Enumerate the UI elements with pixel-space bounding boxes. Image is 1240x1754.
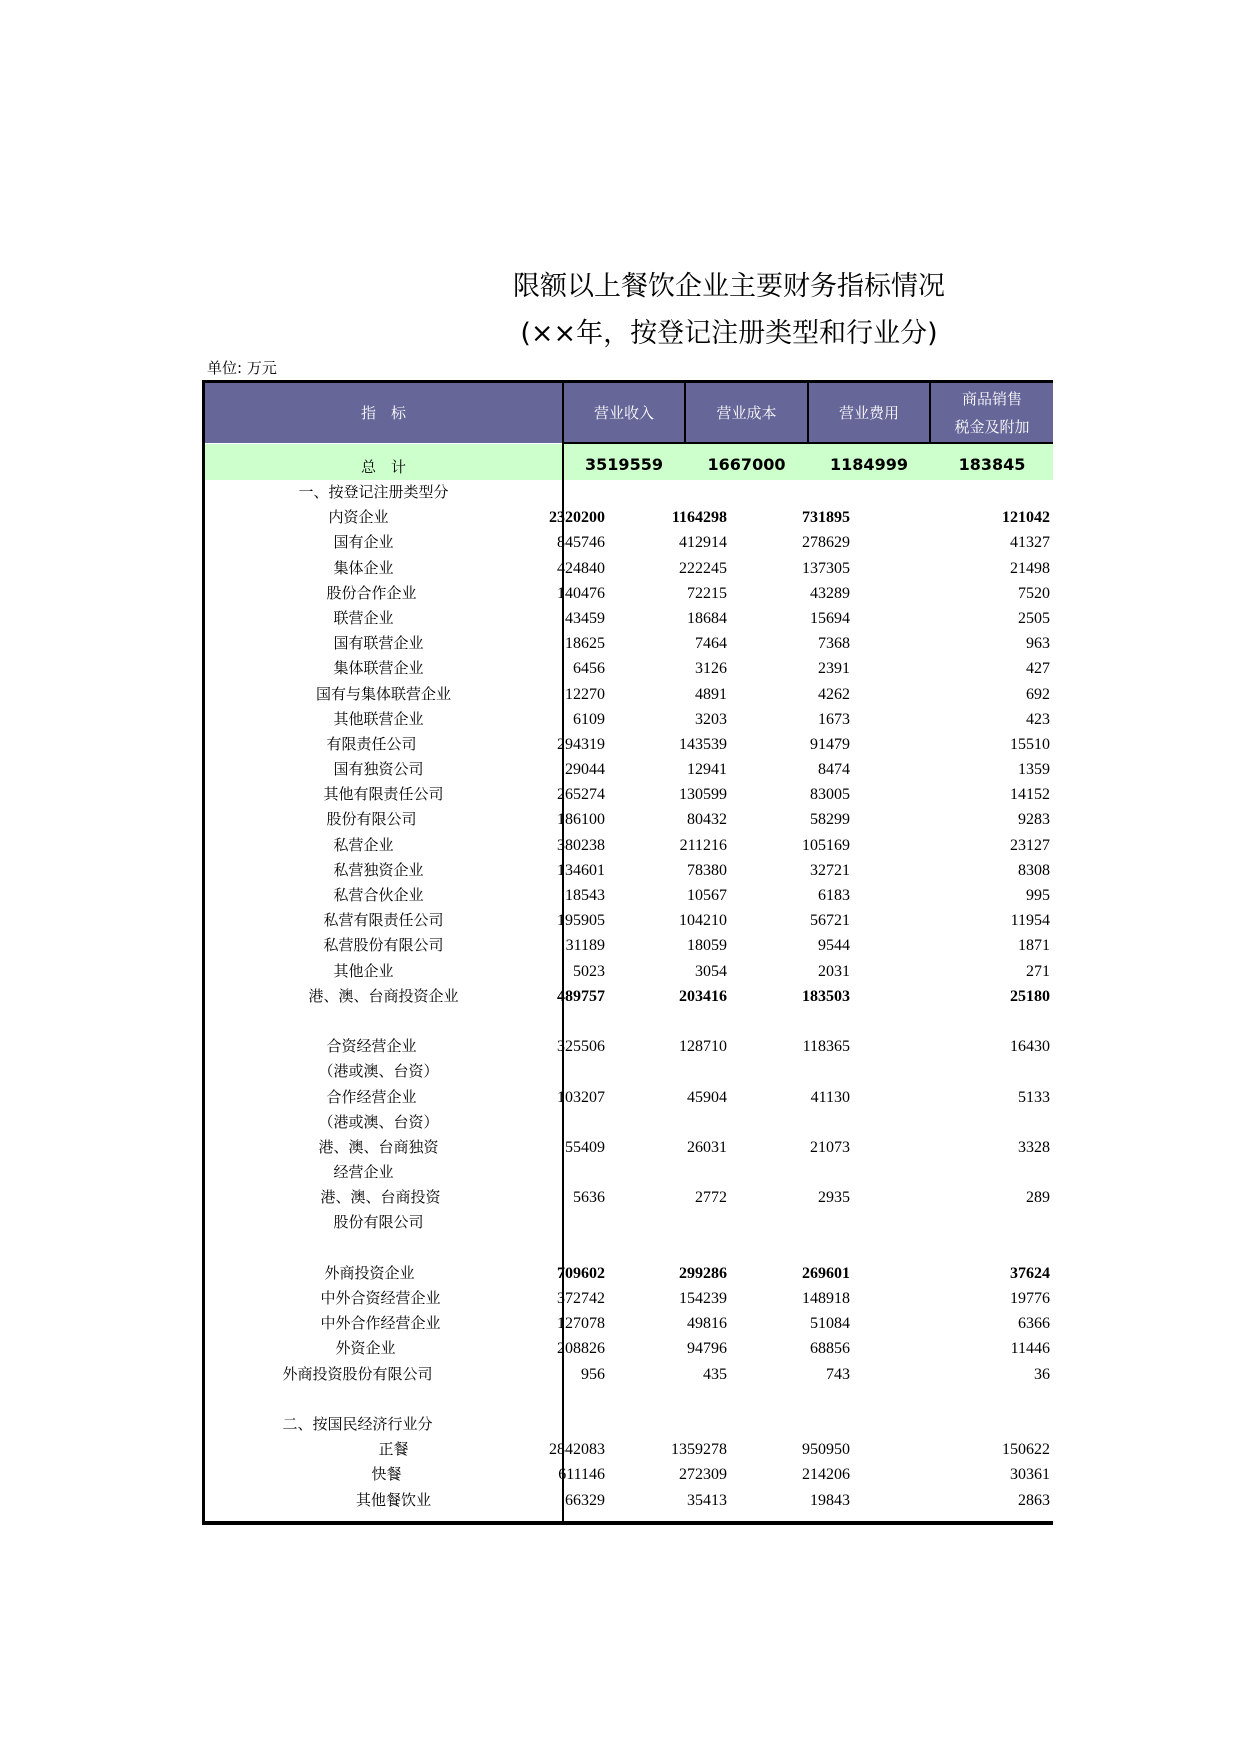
cell-cost: 272309 <box>679 1466 727 1484</box>
cell-sales-tax: 36 <box>1034 1365 1050 1383</box>
cell-cost: 435 <box>703 1365 727 1383</box>
cell-expense: 58299 <box>810 811 850 829</box>
table-row <box>205 1009 1053 1034</box>
cell-revenue: 5636 <box>573 1189 605 1207</box>
row-label: 中外合资经营企业 <box>320 1289 441 1307</box>
cell-revenue: 18543 <box>565 887 605 904</box>
cell-revenue: 186100 <box>557 811 605 829</box>
cell-revenue: 12270 <box>565 685 605 703</box>
cell-expense: 269601 <box>802 1264 850 1282</box>
row-label: 其他有限责任公司 <box>323 785 444 804</box>
cell-cost: 222245 <box>679 559 727 577</box>
table-row <box>205 1437 1053 1462</box>
table-header <box>205 383 1053 443</box>
row-label: 国有与集体联营企业 <box>315 684 451 703</box>
table-row <box>205 1085 1053 1110</box>
table-row <box>205 1412 1053 1437</box>
row-label: 股份合作企业 <box>326 583 417 602</box>
cell-expense: 51084 <box>810 1315 850 1333</box>
cell-revenue: 195905 <box>557 912 605 930</box>
cell-revenue: 294319 <box>557 735 605 753</box>
cell-revenue: 29044 <box>565 761 605 779</box>
cell-expense: 118365 <box>802 1038 850 1056</box>
row-label: （港或澳、台资） <box>318 1112 439 1131</box>
row-label: （港或澳、台资） <box>318 1062 439 1081</box>
total-row <box>205 444 1053 480</box>
cell-revenue: 2320200 <box>549 509 605 527</box>
cell-cost: 49816 <box>687 1315 727 1333</box>
table-row <box>205 581 1053 606</box>
cell-revenue: 709602 <box>557 1264 605 1282</box>
row-label: 联营企业 <box>333 608 394 627</box>
page-subtitle: (××年，按登记注册类型和行业分) <box>520 318 938 349</box>
cell-expense: 2935 <box>818 1189 850 1207</box>
cell-sales-tax: 21498 <box>1010 559 1050 577</box>
table-row <box>205 757 1053 782</box>
cell-cost: 130599 <box>679 786 727 804</box>
cell-cost: 80432 <box>687 811 727 829</box>
cell-sales-tax: 5133 <box>1018 1088 1050 1106</box>
table-row <box>205 707 1053 732</box>
header-expense: 营业费用 <box>838 404 899 422</box>
row-label: 外商投资企业 <box>324 1263 415 1282</box>
row-label: 有限责任公司 <box>326 734 417 753</box>
cell-sales-tax: 14152 <box>1010 786 1050 804</box>
cell-sales-tax: 30361 <box>1010 1466 1050 1484</box>
cell-cost: 4891 <box>695 685 727 703</box>
cell-sales-tax: 271 <box>1026 962 1050 980</box>
row-label: 国有企业 <box>333 533 394 552</box>
cell-cost: 299286 <box>679 1264 727 1282</box>
cell-revenue: 66329 <box>565 1491 605 1509</box>
row-label: 股份有限公司 <box>333 1213 424 1232</box>
table-row <box>205 984 1053 1009</box>
cell-sales-tax: 9283 <box>1018 811 1050 829</box>
cell-expense: 743 <box>826 1365 850 1383</box>
row-label: 股份有限公司 <box>326 810 417 829</box>
cell-sales-tax: 427 <box>1026 660 1050 678</box>
row-label: 二、按国民经济行业分 <box>282 1414 433 1433</box>
cell-cost: 35413 <box>687 1491 727 1509</box>
cell-expense: 9544 <box>818 937 850 955</box>
cell-cost: 3126 <box>695 660 727 678</box>
row-label: 私营股份有限公司 <box>323 936 444 955</box>
cell-sales-tax: 15510 <box>1010 735 1050 753</box>
cell-revenue: 208826 <box>557 1340 605 1358</box>
cell-expense: 15694 <box>810 609 850 627</box>
financial-table <box>202 380 1053 1525</box>
cell-expense: 105169 <box>802 836 850 854</box>
cell-expense: 6183 <box>818 887 850 904</box>
cell-cost: 10567 <box>687 887 727 904</box>
cell-revenue: 6456 <box>573 660 605 678</box>
cell-expense: 214206 <box>802 1466 850 1484</box>
cell-cost: 3203 <box>695 710 727 728</box>
cell-revenue: 140476 <box>557 584 605 602</box>
cell-sales-tax: 423 <box>1026 710 1050 728</box>
cell-cost: 143539 <box>679 735 727 753</box>
cell-cost: 18059 <box>687 937 727 955</box>
row-label: 经营企业 <box>333 1163 394 1182</box>
cell-sales-tax: 7520 <box>1018 584 1050 602</box>
cell-sales-tax: 289 <box>1026 1189 1050 1207</box>
cell-sales-tax: 1871 <box>1018 937 1050 955</box>
table-row <box>205 959 1053 984</box>
cell-sales-tax: 23127 <box>1010 836 1050 854</box>
cell-cost: 26031 <box>687 1138 727 1156</box>
row-label: 合资经营企业 <box>326 1037 417 1056</box>
cell-revenue: 424840 <box>557 559 605 577</box>
cell-sales-tax: 19776 <box>1010 1290 1050 1307</box>
table-row <box>205 732 1053 757</box>
total-label: 总 计 <box>360 458 406 476</box>
cell-cost: 72215 <box>687 584 727 602</box>
table-row <box>205 1311 1053 1336</box>
table-row <box>205 1387 1053 1412</box>
row-label: 中外合作经营企业 <box>320 1314 441 1333</box>
table-row <box>205 1135 1053 1160</box>
cell-sales-tax: 11954 <box>1010 912 1050 930</box>
table-row <box>205 480 1053 505</box>
cell-expense: 83005 <box>810 786 850 804</box>
total-revenue: 3519559 <box>585 455 663 474</box>
cell-cost: 2772 <box>695 1189 727 1207</box>
cell-expense: 2031 <box>818 962 850 980</box>
table-row <box>205 782 1053 807</box>
row-label: 港、澳、台商投资企业 <box>308 986 459 1005</box>
cell-revenue: 55409 <box>565 1138 605 1156</box>
cell-revenue: 845746 <box>557 534 605 552</box>
table-row <box>205 883 1053 908</box>
cell-sales-tax: 25180 <box>1010 987 1050 1005</box>
total-cost: 1667000 <box>707 455 786 474</box>
table-row <box>205 908 1053 933</box>
cell-expense: 2391 <box>818 660 850 678</box>
cell-sales-tax: 41327 <box>1010 534 1050 552</box>
cell-sales-tax: 37624 <box>1010 1264 1050 1282</box>
cell-sales-tax: 150622 <box>1002 1441 1050 1459</box>
cell-expense: 278629 <box>802 534 850 552</box>
cell-cost: 3054 <box>695 962 727 980</box>
row-label: 集体联营企业 <box>333 659 424 678</box>
table-row <box>205 606 1053 631</box>
cell-revenue: 325506 <box>557 1038 605 1056</box>
table-row <box>205 1488 1053 1513</box>
table-row <box>205 1160 1053 1185</box>
table-row <box>205 1034 1053 1059</box>
row-label: 外商投资股份有限公司 <box>282 1364 433 1383</box>
row-label: 其他餐饮业 <box>355 1490 431 1509</box>
cell-sales-tax: 8308 <box>1018 861 1050 879</box>
table-row <box>205 1362 1053 1387</box>
cell-cost: 104210 <box>679 912 727 930</box>
cell-sales-tax: 692 <box>1026 685 1050 703</box>
table-row <box>205 1336 1053 1361</box>
row-label: 私营企业 <box>333 835 394 854</box>
cell-sales-tax: 11446 <box>1010 1340 1050 1358</box>
row-label: 合作经营企业 <box>326 1087 417 1106</box>
cell-revenue: 5023 <box>573 962 605 980</box>
row-label: 国有联营企业 <box>333 634 424 653</box>
cell-expense: 950950 <box>802 1441 850 1459</box>
row-label: 内资企业 <box>328 508 389 527</box>
cell-revenue: 31189 <box>565 937 605 955</box>
cell-revenue: 956 <box>581 1365 605 1383</box>
table-row <box>205 1210 1053 1235</box>
total-expense: 1184999 <box>830 455 908 474</box>
table-row <box>205 682 1053 707</box>
table-row <box>205 631 1053 656</box>
row-label: 港、澳、台商独资 <box>318 1137 439 1156</box>
cell-expense: 137305 <box>802 559 850 577</box>
row-label: 集体企业 <box>333 558 394 577</box>
row-label: 私营合伙企业 <box>333 886 424 904</box>
cell-sales-tax: 963 <box>1026 635 1050 653</box>
cell-expense: 183503 <box>802 987 850 1005</box>
cell-expense: 8474 <box>818 761 850 779</box>
page-title: 限额以上餐饮企业主要财务指标情况 <box>513 271 945 302</box>
table-row <box>205 505 1053 530</box>
cell-revenue: 372742 <box>557 1290 605 1307</box>
cell-cost: 1359278 <box>671 1441 727 1459</box>
cell-cost: 412914 <box>679 534 727 552</box>
cell-cost: 18684 <box>687 609 727 627</box>
table-row <box>205 1185 1053 1210</box>
cell-revenue: 2842083 <box>549 1441 605 1459</box>
cell-sales-tax: 1359 <box>1018 761 1050 779</box>
cell-sales-tax: 2863 <box>1018 1491 1050 1509</box>
table-row <box>205 556 1053 581</box>
table-row <box>205 833 1053 858</box>
cell-sales-tax: 3328 <box>1018 1138 1050 1156</box>
cell-revenue: 134601 <box>557 861 605 879</box>
cell-revenue: 265274 <box>557 786 605 804</box>
row-label: 其他企业 <box>333 961 394 980</box>
cell-revenue: 43459 <box>565 609 605 627</box>
cell-sales-tax: 995 <box>1026 887 1050 904</box>
cell-cost: 128710 <box>679 1038 727 1056</box>
table-row <box>205 1236 1053 1261</box>
table-row <box>205 1286 1053 1311</box>
table-row <box>205 1110 1053 1135</box>
cell-expense: 4262 <box>818 685 850 703</box>
row-label: 一、按登记注册类型分 <box>298 483 449 501</box>
table-row <box>205 1261 1053 1286</box>
cell-revenue: 103207 <box>557 1088 605 1106</box>
table-row <box>205 1462 1053 1487</box>
cell-expense: 19843 <box>810 1491 850 1509</box>
cell-expense: 68856 <box>810 1340 850 1358</box>
cell-revenue: 18625 <box>565 635 605 653</box>
row-label: 私营有限责任公司 <box>323 911 444 930</box>
cell-revenue: 611146 <box>558 1466 605 1484</box>
header-sales-tax: 商品销售 税金及附加 <box>954 390 1030 436</box>
cell-expense: 1673 <box>818 710 850 728</box>
cell-expense: 7368 <box>818 635 850 653</box>
cell-expense: 148918 <box>802 1290 850 1307</box>
table-row <box>205 933 1053 958</box>
row-label: 快餐 <box>371 1465 402 1484</box>
table-row <box>205 807 1053 832</box>
cell-sales-tax: 121042 <box>1002 509 1050 527</box>
row-label: 私营独资企业 <box>333 860 424 879</box>
table-row <box>205 530 1053 555</box>
table-body <box>205 480 1053 1513</box>
cell-revenue: 380238 <box>557 836 605 854</box>
header-cost: 营业成本 <box>716 404 777 422</box>
table-row <box>205 1059 1053 1084</box>
cell-cost: 94796 <box>687 1340 727 1358</box>
row-label: 其他联营企业 <box>333 709 424 728</box>
cell-cost: 154239 <box>679 1290 727 1307</box>
cell-cost: 1164298 <box>671 509 727 527</box>
table-row <box>205 858 1053 883</box>
cell-revenue: 489757 <box>557 987 605 1005</box>
total-sales-tax: 183845 <box>958 455 1026 474</box>
cell-expense: 56721 <box>810 912 850 930</box>
row-label: 外资企业 <box>335 1339 396 1358</box>
row-label: 国有独资公司 <box>333 760 424 779</box>
row-label: 正餐 <box>378 1440 409 1459</box>
cell-expense: 41130 <box>810 1088 850 1106</box>
cell-cost: 211216 <box>679 836 727 854</box>
cell-expense: 32721 <box>810 861 850 879</box>
header-indicator: 指 标 <box>360 404 406 422</box>
unit-label: 单位: 万元 <box>207 359 277 377</box>
cell-cost: 203416 <box>679 987 727 1005</box>
cell-sales-tax: 2505 <box>1018 609 1050 627</box>
cell-expense: 731895 <box>802 509 850 527</box>
cell-cost: 45904 <box>687 1088 727 1106</box>
header-revenue: 营业收入 <box>593 404 654 422</box>
row-label: 港、澳、台商投资 <box>320 1188 441 1207</box>
cell-cost: 7464 <box>695 635 727 653</box>
cell-sales-tax: 16430 <box>1010 1038 1050 1056</box>
cell-revenue: 6109 <box>573 710 605 728</box>
cell-expense: 43289 <box>810 584 850 602</box>
cell-expense: 21073 <box>810 1138 850 1156</box>
cell-sales-tax: 6366 <box>1018 1315 1050 1333</box>
table-row <box>205 656 1053 681</box>
cell-expense: 91479 <box>810 735 850 753</box>
cell-cost: 78380 <box>687 861 727 879</box>
cell-cost: 12941 <box>687 761 727 779</box>
cell-revenue: 127078 <box>557 1315 605 1333</box>
